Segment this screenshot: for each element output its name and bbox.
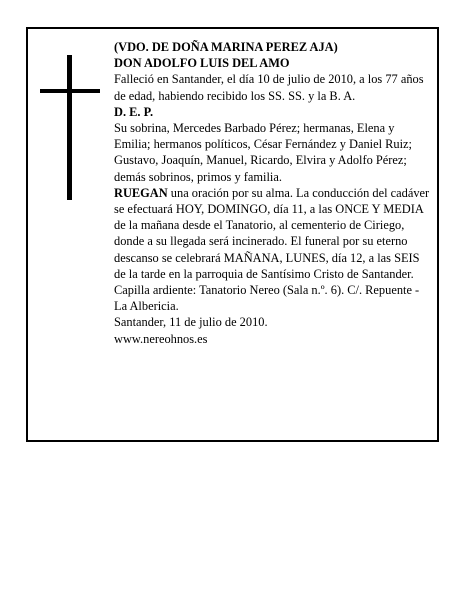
widower-of-line: (VDO. DE DOÑA MARINA PEREZ AJA) — [114, 40, 338, 54]
latin-cross-icon — [40, 55, 100, 200]
death-statement: Falleció en Santander, el día 10 de julio de 2010, a los 77 años de edad, habiendo recibido los SS. SS. y la B. A. — [114, 72, 424, 103]
deceased-name: DON ADOLFO LUIS DEL AMO — [114, 56, 290, 71]
dep-line: D. E. P. — [114, 104, 154, 119]
place-date-line: Santander, 11 de julio de 2010. — [114, 315, 268, 330]
ruegan-paragraph — [114, 185, 432, 282]
website-line: www.nereohnos.es — [114, 331, 208, 346]
family-paragraph: Su sobrina, Mercedes Barbado Pérez; hermanas, Elena y Emilia; hermanos políticos, César Fernández y Daniel Ruiz; Gustavo, Joaquín, Manuel, Ricardo, Elvira y Adolfo Pérez; demás sobrinos, primos y familia. — [114, 121, 412, 184]
ruegan-text: una oración por su alma. La conducción del cadáver se efectuará HOY, DOMINGO, día 11, a las ONCE Y MEDIA de la mañana desde el Tanatorio, al cementerio de Ciriego, donde a su llegada será incinerado. El funeral por su eterno descanso se celebrará MAÑANA, LUNES, día 12, a las SEIS de la tarde en la parroquia de Santísimo Cristo de Santander. — [114, 185, 430, 281]
notice-text — [114, 39, 432, 347]
ruegan-label: RUEGAN — [114, 185, 168, 200]
cross-vertical-bar — [67, 55, 72, 200]
obituary-notice — [26, 27, 439, 442]
chapel-line: Capilla ardiente: Tanatorio Nereo (Sala n.º. 6). C/. Repuente - La Albericia. — [114, 283, 420, 314]
cross-horizontal-bar — [40, 89, 100, 93]
